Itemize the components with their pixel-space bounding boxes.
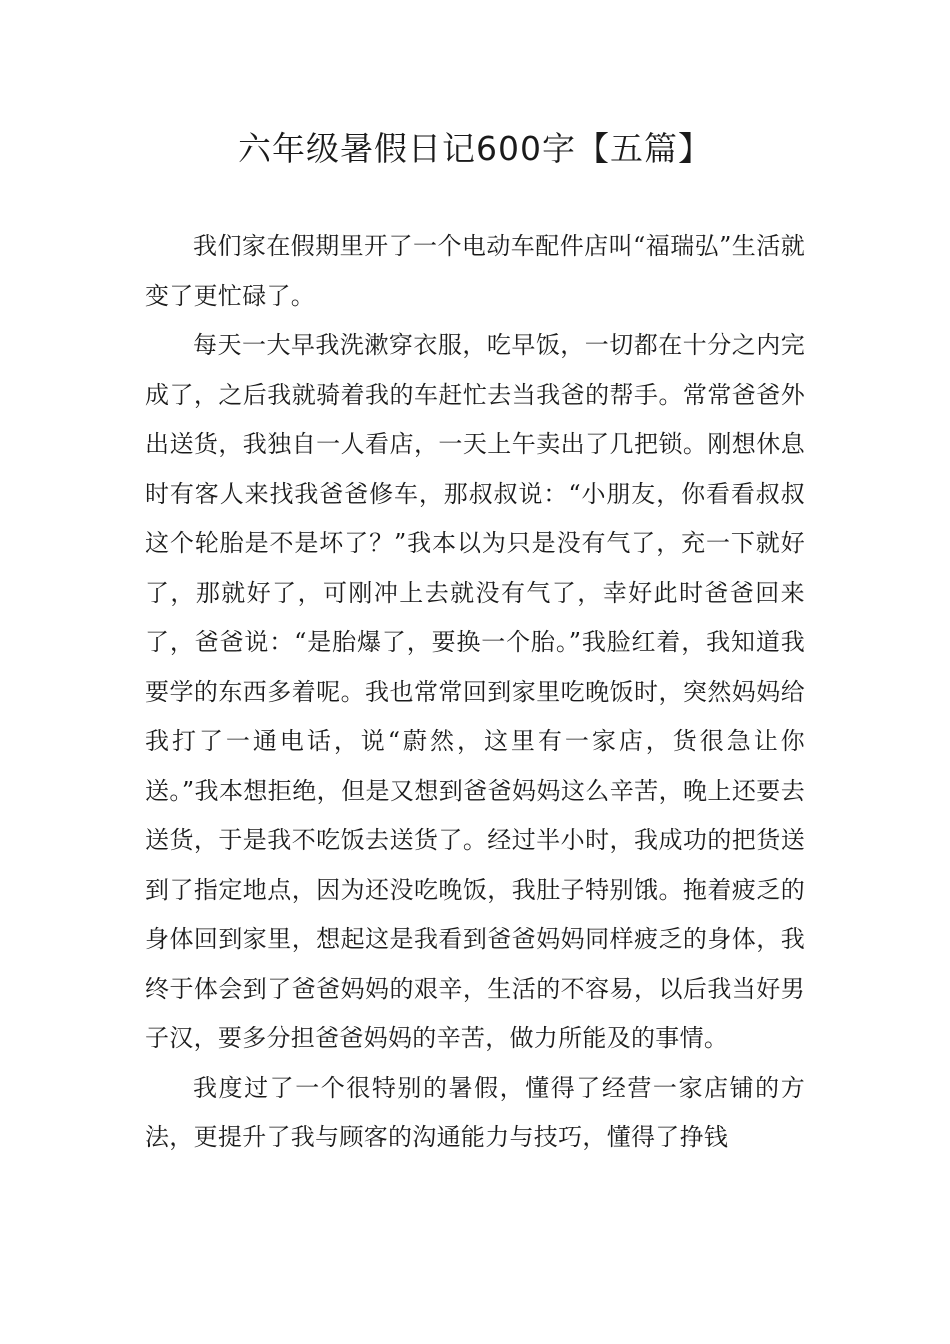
paragraph: 我们家在假期里开了一个电动车配件店叫“福瑞弘”生活就变了更忙碌了。 bbox=[145, 232, 805, 310]
paragraph: 我度过了一个很特别的暑假，懂得了经营一家店铺的方法，更提升了我与顾客的沟通能力与技巧，懂得了挣钱 bbox=[145, 1073, 805, 1151]
paragraph: 每天一大早我洗漱穿衣服，吃早饭，一切都在十分之内完成了，之后我就骑着我的车赶忙去当我爸的帮手。常常爸爸外出送货，我独自一人看店，一天上午卖出了几把锁。刚想休息时有客人来找我爸爸修车，那叔叔说：“小朋友，你看看叔叔这个轮胎是不是坏了？”我本以为只是没有气了，充一下就好了，那就好了，可刚冲上去就没有气了，幸好此时爸爸回来了，爸爸说：“是胎爆了，要换一个胎。”我脸红着，我知道我要学的东西多着呢。我也常常回到家里吃晚饭时，突然妈妈给我打了一通电话，说“蔚然，这里有一家店，货很急让你送。”我本想拒绝，但是又想到爸爸妈妈这么辛苦，晚上还要去送货，于是我不吃饭去送货了。经过半小时，我成功的把货送到了指定地点，因为还没吃晚饭，我肚子特别饿。拖着疲乏的身体回到家里，想起这是我看到爸爸妈妈同样疲乏的身体，我终于体会到了爸爸妈妈的艰辛，生活的不容易，以后我当好男子汉，要多分担爸爸妈妈的辛苦，做力所能及的事情。 bbox=[145, 331, 805, 1052]
document-title: 六年级暑假日记600字【五篇】 bbox=[238, 129, 712, 168]
document-body bbox=[145, 222, 805, 1163]
